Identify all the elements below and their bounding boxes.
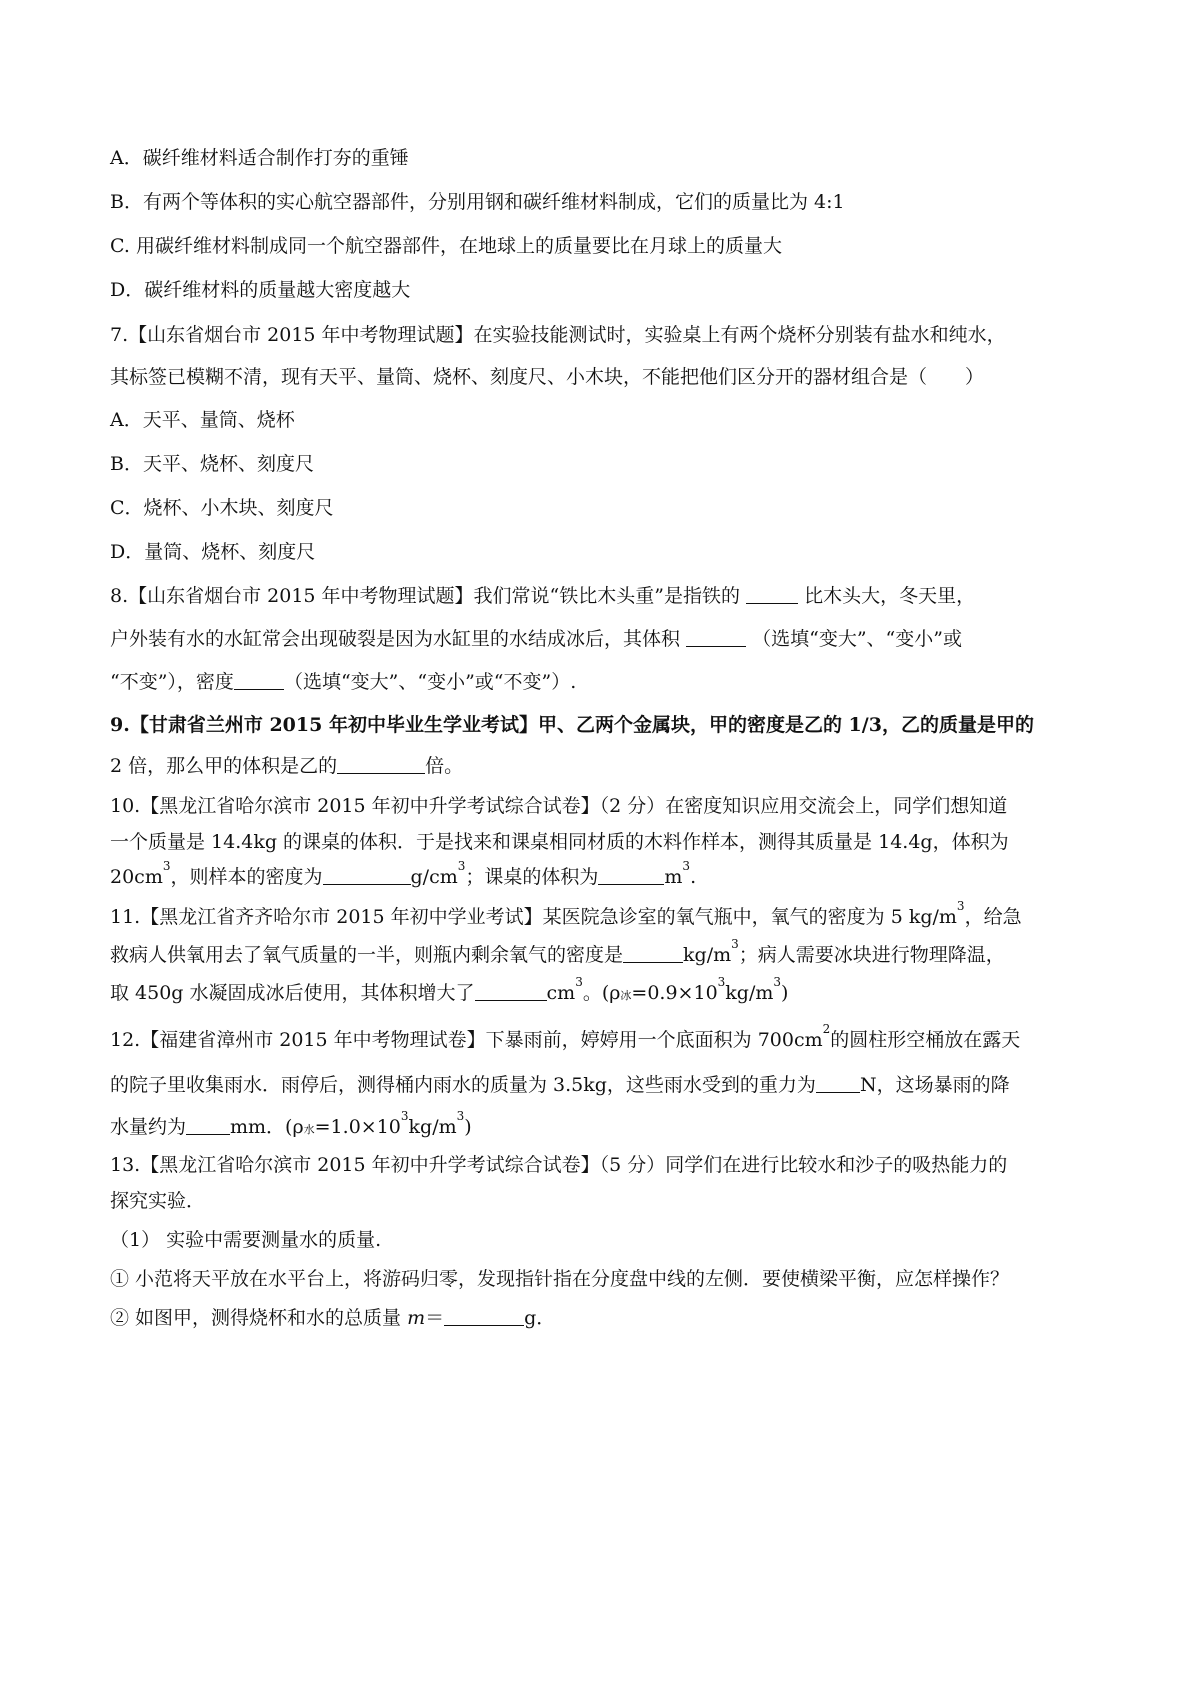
q6-option-b: B．有两个等体积的实心航空器部件，分别用钢和碳纤维材料制成，它们的质量比为 4:1 (110, 191, 845, 213)
q13-line5 (110, 1303, 555, 1330)
q12-line3 (110, 1108, 472, 1139)
superscript: 3 (456, 1108, 465, 1123)
answer-blank[interactable] (623, 944, 683, 963)
q8-text: 户外装有水的水缸常会出现破裂是因为水缸里的水结成冰后，其体积 (110, 628, 681, 650)
q12-line1 (110, 1021, 1021, 1052)
q9-text: 2 倍，那么甲的体积是乙的 (110, 755, 338, 777)
answer-blank[interactable] (323, 866, 411, 885)
q13-text: ② 如图甲，测得烧杯和水的总质量 (110, 1307, 402, 1329)
q11-text: 取 450g 水凝固成冰后使用，其体积增大了 (110, 982, 475, 1004)
q11-text: 。(ρ (582, 982, 621, 1004)
q9-line2 (110, 751, 463, 778)
q8-text: （选填“变大”、“变小”或 (752, 628, 962, 650)
answer-blank[interactable] (444, 1307, 524, 1326)
q12-text: mm．(ρ (230, 1116, 304, 1138)
superscript: 3 (956, 898, 965, 913)
answer-blank[interactable] (234, 671, 284, 690)
q8-text: 8.【山东省烟台市 2015 年中考物理试题】我们常说“铁比木头重”是指铁的 (110, 585, 740, 607)
q12-line2 (110, 1070, 1010, 1097)
q11-text: ，给急 (964, 906, 1022, 928)
q13-line4: ① 小范将天平放在水平台上，将游码归零，发现指针指在分度盘中线的左侧．要使横梁平衡，应怎样操作？ (110, 1268, 1010, 1290)
answer-blank[interactable] (475, 982, 547, 1001)
superscript: 3 (731, 936, 739, 951)
q10-text: m (664, 866, 683, 888)
q12-text: kg/m (408, 1116, 457, 1138)
mass-symbol: m (407, 1307, 426, 1329)
q13-line2: 探究实验． (110, 1190, 206, 1212)
q11-text: =0.9×10 (631, 982, 718, 1004)
q12-text: 12.【福建省漳州市 2015 年中考物理试卷】下暴雨前，婷婷用一个底面积为 700cm (110, 1029, 823, 1051)
q10-text: 20cm (110, 866, 163, 888)
q7-option-d: D．量筒、烧杯、刻度尺 (110, 541, 316, 563)
superscript: 3 (682, 858, 691, 873)
q8-line1 (110, 581, 975, 608)
q8-line2 (110, 624, 962, 651)
q12-text: ) (464, 1116, 472, 1138)
superscript: 3 (162, 858, 171, 873)
q12-text: 的院子里收集雨水．雨停后，测得桶内雨水的质量为 3.5kg，这些雨水受到的重力为 (110, 1074, 816, 1096)
q7-stem-line2: 其标签已模糊不清，现有天平、量筒、烧杯、刻度尺、小木块，不能把他们区分开的器材组合是（ ） (110, 366, 985, 388)
q8-line3 (110, 667, 576, 694)
q13-text: ＝ (425, 1307, 445, 1329)
q6-option-d: D．碳纤维材料的质量越大密度越大 (110, 279, 411, 301)
q13-text: g． (524, 1307, 556, 1329)
q7-stem-line1: 7.【山东省烟台市 2015 年中考物理试题】在实验技能测试时，实验桌上有两个烧杯分别装有盐水和纯水， (110, 324, 1006, 346)
answer-blank[interactable] (816, 1074, 860, 1093)
subscript: 冰 (620, 989, 632, 1002)
q10-text: g/cm (410, 866, 458, 888)
q7-option-a: A．天平、量筒、烧杯 (110, 409, 295, 431)
q11-text: ；病人需要冰块进行物理降温， (738, 944, 1005, 966)
q11-line2 (110, 936, 1005, 967)
q12-text: =1.0×10 (314, 1116, 401, 1138)
q9-line1: 9.【甘肃省兰州市 2015 年初中毕业生学业考试】甲、乙两个金属块，甲的密度是乙的 1/3，乙的质量是甲的 (110, 714, 1034, 736)
q6-option-a: A．碳纤维材料适合制作打夯的重锤 (110, 147, 409, 169)
q11-text: kg/m (725, 982, 774, 1004)
answer-blank[interactable] (686, 628, 746, 647)
q7-option-b: B．天平、烧杯、刻度尺 (110, 453, 314, 475)
q11-line3 (110, 974, 789, 1005)
q11-line1 (110, 898, 1022, 929)
q12-text: N，这场暴雨的降 (859, 1074, 1010, 1096)
q11-text: 11.【黑龙江省齐齐哈尔市 2015 年初中学业考试】某医院急诊室的氧气瓶中，氧气的密度为 5 kg/m (110, 906, 957, 928)
superscript: 3 (717, 974, 726, 989)
q10-line3 (110, 858, 697, 889)
q8-text: “不变”），密度 (110, 671, 234, 693)
q8-text: （选填“变大”、“变小”或“不变”）. (283, 671, 577, 693)
q6-option-c: C. 用碳纤维材料制成同一个航空器部件，在地球上的质量要比在月球上的质量大 (110, 235, 782, 257)
q10-text: . (690, 866, 697, 888)
q8-text: 比木头大，冬天里， (804, 585, 976, 607)
answer-blank[interactable] (186, 1116, 230, 1135)
q13-line3: （1） 实验中需要测量水的质量. (110, 1229, 382, 1251)
superscript: 3 (400, 1108, 409, 1123)
answer-blank[interactable] (746, 585, 798, 604)
q11-text: kg/m (683, 944, 732, 966)
q10-line2: 一个质量是 14.4kg 的课桌的体积．于是找来和课桌相同材质的木料作样本，测得其质量是 14.4g，体积为 (110, 831, 1009, 853)
superscript: 3 (575, 974, 583, 989)
q9-text: 倍。 (425, 755, 464, 777)
q10-line1: 10.【黑龙江省哈尔滨市 2015 年初中升学考试综合试卷】（2 分）在密度知识应用交流会上，同学们想知道 (110, 795, 1008, 817)
q10-text: ；课桌的体积为 (465, 866, 599, 888)
subscript: 水 (303, 1123, 315, 1136)
q11-text: cm (546, 982, 576, 1004)
answer-blank[interactable] (337, 755, 425, 774)
q10-text: ，则样本的密度为 (170, 866, 323, 888)
superscript: 3 (773, 974, 782, 989)
q12-text: 水量约为 (110, 1116, 187, 1138)
q13-line1: 13.【黑龙江省哈尔滨市 2015 年初中升学考试综合试卷】（5 分）同学们在进行比较水和沙子的吸热能力的 (110, 1154, 1008, 1176)
superscript: 2 (822, 1021, 831, 1036)
q12-text: 的圆柱形空桶放在露天 (830, 1029, 1021, 1051)
q11-text: 救病人供氧用去了氧气质量的一半，则瓶内剩余氧气的密度是 (110, 944, 624, 966)
answer-blank[interactable] (598, 866, 664, 885)
q7-option-c: C．烧杯、小木块、刻度尺 (110, 497, 334, 519)
superscript: 3 (457, 858, 466, 873)
q11-text: ) (781, 982, 789, 1004)
